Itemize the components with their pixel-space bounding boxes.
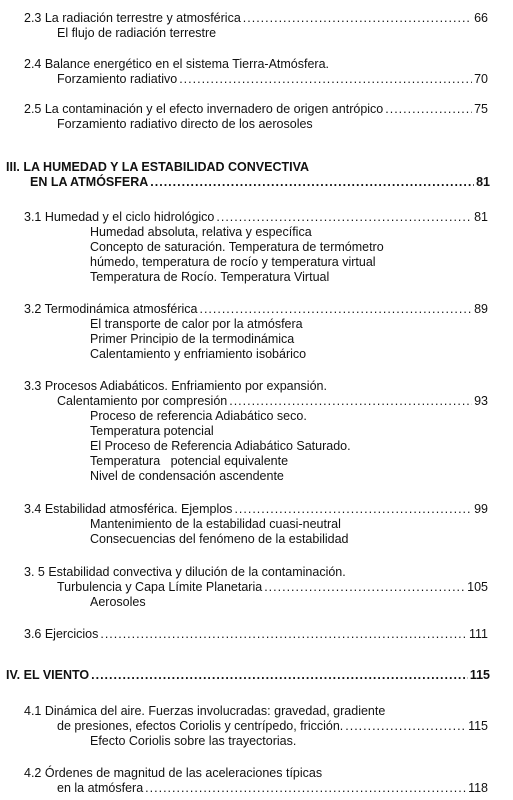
toc-entry-2-4: 2.4 Balance energético en el sistema Tierra-Atmósfera. [24,57,330,71]
toc-entry-label: 2.5 La contaminación y el efecto invernadero de origen antrópico [24,102,384,116]
toc-entry-4-2: 4.2 Órdenes de magnitud de las aceleraciones típicas [24,766,323,780]
leader-dots [179,72,472,87]
toc-entry-3-2 [24,302,488,317]
toc-entry-4-1-cont [57,719,488,734]
toc-entry-label: 3.2 Termodinámica atmosférica [24,302,198,316]
leader-dots [385,102,472,117]
toc-entry-3-4 [24,502,488,517]
toc-entry-2-5 [24,102,488,117]
toc-entry-3-3: 3.3 Procesos Adiabáticos. Enfriamiento por expansión. [24,379,327,393]
toc-subentry: húmedo, temperatura de rocío y temperatura virtual [90,255,376,269]
toc-subentry: Calentamiento y enfriamiento isobárico [90,347,307,361]
toc-entry-label: 2.3 La radiación terrestre y atmosférica [24,11,241,25]
toc-entry-label: EN LA ATMÓSFERA [30,175,149,189]
leader-dots [216,210,472,225]
toc-entry-4-2-cont [57,781,488,796]
toc-subentry: Temperatura de Rocío. Temperatura Virtual [90,270,330,284]
leader-dots [243,11,472,26]
toc-entry-label: Forzamiento radiativo [57,72,178,86]
toc-entry-label: 3.4 Estabilidad atmosférica. Ejemplos [24,502,233,516]
toc-subentry: Primer Principio de la termodinámica [90,332,295,346]
toc-subentry: Mantenimiento de la estabilidad cuasi-neutral [90,517,341,531]
toc-subentry: Aerosoles [90,595,146,609]
toc-entry-3-6 [24,627,488,642]
toc-page-number: 111 [468,627,488,641]
toc-entry-label: 3.1 Humedad y el ciclo hidrológico [24,210,215,224]
toc-subentry: Nivel de condensación ascendente [90,469,284,483]
leader-dots [234,502,472,517]
toc-subentry: El transporte de calor por la atmósfera [90,317,303,331]
toc-entry-3-3-cont [57,394,488,409]
toc-subentry: Efecto Coriolis sobre las trayectorias. [90,734,297,748]
toc-subentry: Temperatura potencial equivalente [90,454,289,468]
toc-entry-3-5: 3. 5 Estabilidad convectiva y dilución de la contaminación. [24,565,346,579]
toc-page-number: 105 [467,580,488,594]
toc-entry-label: Calentamiento por compresión [57,394,228,408]
toc-page-number: 89 [474,302,488,316]
toc-entry-label: Turbulencia y Capa Límite Planetaria [57,580,263,594]
leader-dots [100,627,467,642]
leader-dots [91,668,468,683]
leader-dots [199,302,472,317]
toc-page-number: 115 [469,668,490,682]
toc-entry-3-1 [24,210,488,225]
toc-subentry: Forzamiento radiativo directo de los aerosoles [57,117,313,131]
toc-subentry: Consecuencias del fenómeno de la estabilidad [90,532,349,546]
toc-page-number: 75 [474,102,488,116]
toc-page-number: 66 [474,11,488,25]
leader-dots [150,175,474,190]
chapter-heading-iii-cont [30,175,490,190]
toc-subentry: Humedad absoluta, relativa y específica [90,225,312,239]
toc-page-number: 81 [474,210,488,224]
toc-entry-label: 3.6 Ejercicios [24,627,99,641]
toc-page-number: 70 [474,72,488,86]
leader-dots [145,781,466,796]
toc-page-number: 115 [468,719,488,733]
toc-page-number: 93 [474,394,488,408]
toc-subentry: El flujo de radiación terrestre [57,26,217,40]
toc-page-number: 99 [474,502,488,516]
toc-entry-2-4-cont [57,72,488,87]
toc-page-number: 81 [476,175,490,189]
toc-entry-label: IV. EL VIENTO [6,668,90,682]
toc-subentry: El Proceso de Referencia Adiabático Saturado. [90,439,351,453]
toc-entry-label: de presiones, efectos Coriolis y centrípedo, fricción. [57,719,344,733]
toc-subentry: Temperatura potencial [90,424,214,438]
toc-entry-3-5-cont [57,580,488,595]
toc-entry-4-1: 4.1 Dinámica del aire. Fuerzas involucradas: gravedad, gradiente [24,704,386,718]
chapter-heading-iv [6,668,490,683]
toc-entry-label: en la atmósfera [57,781,144,795]
toc-subentry: Concepto de saturación. Temperatura de termómetro [90,240,384,254]
leader-dots [229,394,472,409]
toc-entry-2-3 [24,11,488,26]
toc-page-number: 118 [468,781,488,795]
chapter-heading-iii: III. LA HUMEDAD Y LA ESTABILIDAD CONVECTIVA [6,160,310,174]
toc-subentry: Proceso de referencia Adiabático seco. [90,409,307,423]
leader-dots [264,580,465,595]
leader-dots [345,719,466,734]
